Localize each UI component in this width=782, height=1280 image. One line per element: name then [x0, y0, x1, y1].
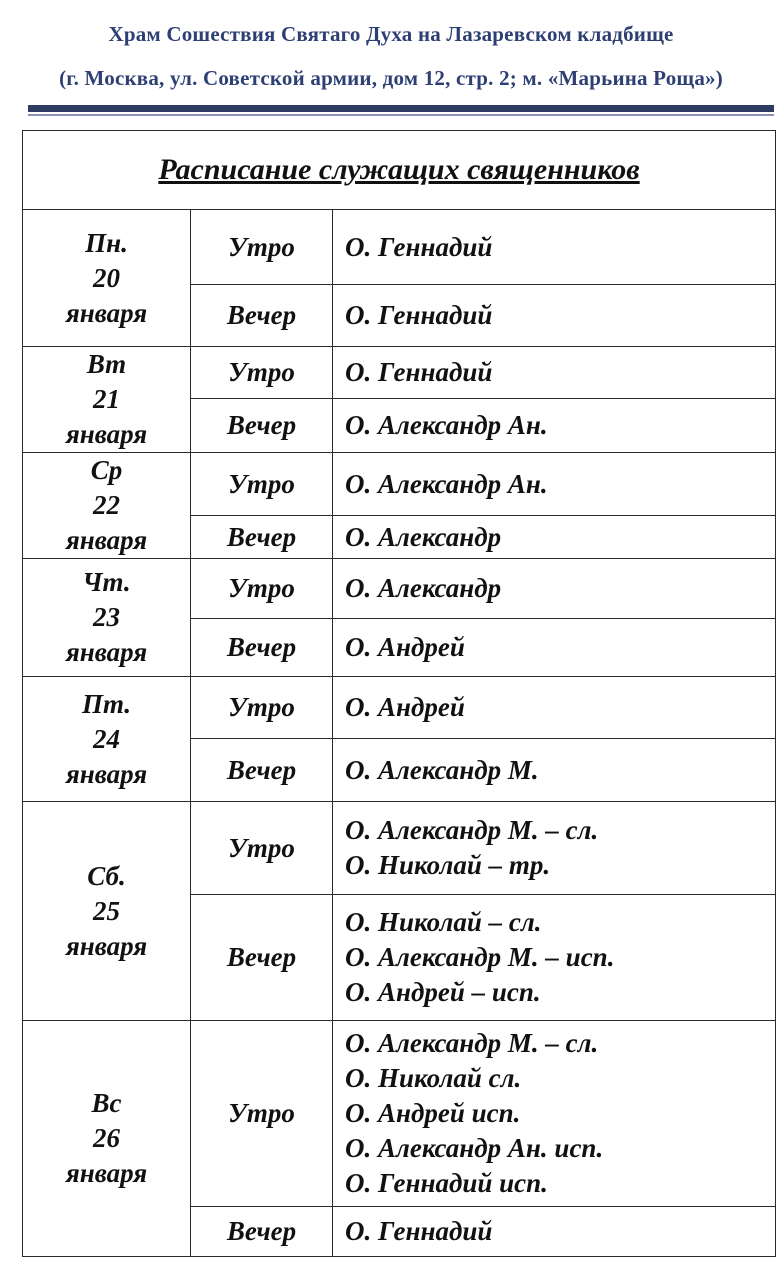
schedule-row [23, 559, 776, 619]
day-date: 24 [93, 723, 120, 754]
priest-name: О. Андрей исп. [345, 1098, 521, 1128]
day-month: января [65, 419, 148, 449]
priest-name: О. Александр М. – исп. [345, 942, 615, 972]
day-cell [23, 210, 191, 347]
day-cell [23, 453, 191, 559]
service-part: Вечер [191, 516, 333, 559]
schedule-title: Расписание служащих священников [158, 153, 640, 186]
day-day-name: Чт. [82, 567, 131, 597]
priest-name: О. Геннадий [345, 300, 493, 330]
day-day-name: Ср [90, 455, 123, 485]
priests-cell [333, 285, 776, 347]
day-month: января [65, 297, 148, 328]
priest-name: О. Николай сл. [345, 1063, 522, 1093]
priest-name: О. Геннадий [345, 1216, 493, 1246]
service-part: Утро [191, 210, 333, 285]
priests-cell [333, 347, 776, 399]
priest-name: О. Александр Ан. [345, 409, 548, 440]
day-date: 26 [93, 1123, 120, 1153]
priests-cell [333, 210, 776, 285]
schedule-table [22, 130, 776, 1257]
day-day-name: Сб. [87, 860, 126, 891]
day-day-name: Пн. [85, 227, 128, 258]
priest-name: О. Александр М. [345, 754, 539, 785]
header-divider-thick [28, 105, 774, 112]
day-date: 22 [93, 490, 120, 520]
priest-name: О. Александр М. – сл. [345, 1028, 599, 1058]
day-month: января [65, 525, 148, 555]
title-row [23, 131, 776, 210]
schedule-row [23, 453, 776, 516]
day-cell [23, 559, 191, 677]
day-date: 23 [93, 602, 120, 632]
priests-cell [333, 516, 776, 559]
day-date: 25 [93, 895, 120, 926]
priests-cell [333, 559, 776, 619]
service-part: Вечер [191, 1207, 333, 1257]
priests-cell [333, 398, 776, 452]
priests-cell [333, 1021, 776, 1207]
priest-name: О. Андрей [345, 692, 465, 722]
day-month: января [65, 1158, 148, 1188]
priest-name: О. Геннадий исп. [345, 1168, 548, 1198]
schedule-row [23, 210, 776, 285]
day-month: января [65, 637, 148, 667]
priest-name: О. Андрей [345, 632, 465, 662]
service-part: Утро [191, 453, 333, 516]
priest-name: О. Николай – тр. [345, 850, 551, 880]
service-part: Вечер [191, 739, 333, 802]
service-part: Утро [191, 1021, 333, 1207]
day-day-name: Вт [86, 349, 127, 379]
day-cell [23, 347, 191, 453]
page-header [0, 0, 782, 118]
day-cell [23, 1021, 191, 1257]
priest-name: О. Александр Ан. исп. [345, 1133, 604, 1163]
day-cell [23, 677, 191, 802]
service-part: Вечер [191, 895, 333, 1021]
priests-cell [333, 453, 776, 516]
day-month: января [65, 758, 148, 789]
service-part: Утро [191, 677, 333, 739]
service-part: Вечер [191, 619, 333, 677]
title-cell [23, 131, 776, 210]
day-date: 21 [93, 384, 120, 414]
priest-name: О. Андрей – исп. [345, 977, 541, 1007]
service-part: Утро [191, 802, 333, 895]
day-month: января [65, 930, 148, 961]
priest-name: О. Геннадий [345, 231, 493, 262]
priest-name: О. Геннадий [345, 356, 493, 387]
priests-cell [333, 677, 776, 739]
priest-name: О. Николай – сл. [345, 907, 542, 937]
day-day-name: Пт. [81, 688, 132, 719]
schedule-row [23, 347, 776, 399]
day-cell [23, 802, 191, 1021]
priest-name: О. Александр М. – сл. [345, 815, 599, 845]
priest-name: О. Александр [345, 521, 502, 552]
day-date: 20 [93, 262, 120, 293]
schedule-row [23, 802, 776, 895]
service-part: Вечер [191, 285, 333, 347]
priests-cell [333, 802, 776, 895]
schedule-row [23, 1021, 776, 1207]
priest-name: О. Александр [345, 573, 502, 603]
church-address: (г. Москва, ул. Советской армии, дом 12, стр. 2; м. «Марьина Роща») [59, 66, 723, 90]
priest-name: О. Александр Ан. [345, 468, 548, 499]
priests-cell [333, 619, 776, 677]
service-part: Вечер [191, 398, 333, 452]
priests-cell [333, 1207, 776, 1257]
service-part: Утро [191, 347, 333, 399]
service-part: Утро [191, 559, 333, 619]
priests-cell [333, 739, 776, 802]
day-day-name: Вс [91, 1088, 122, 1118]
church-name: Храм Сошествия Святаго Духа на Лазаревском кладбище [108, 22, 674, 46]
priests-cell [333, 895, 776, 1021]
schedule-row [23, 677, 776, 739]
header-divider-thin [28, 114, 774, 116]
